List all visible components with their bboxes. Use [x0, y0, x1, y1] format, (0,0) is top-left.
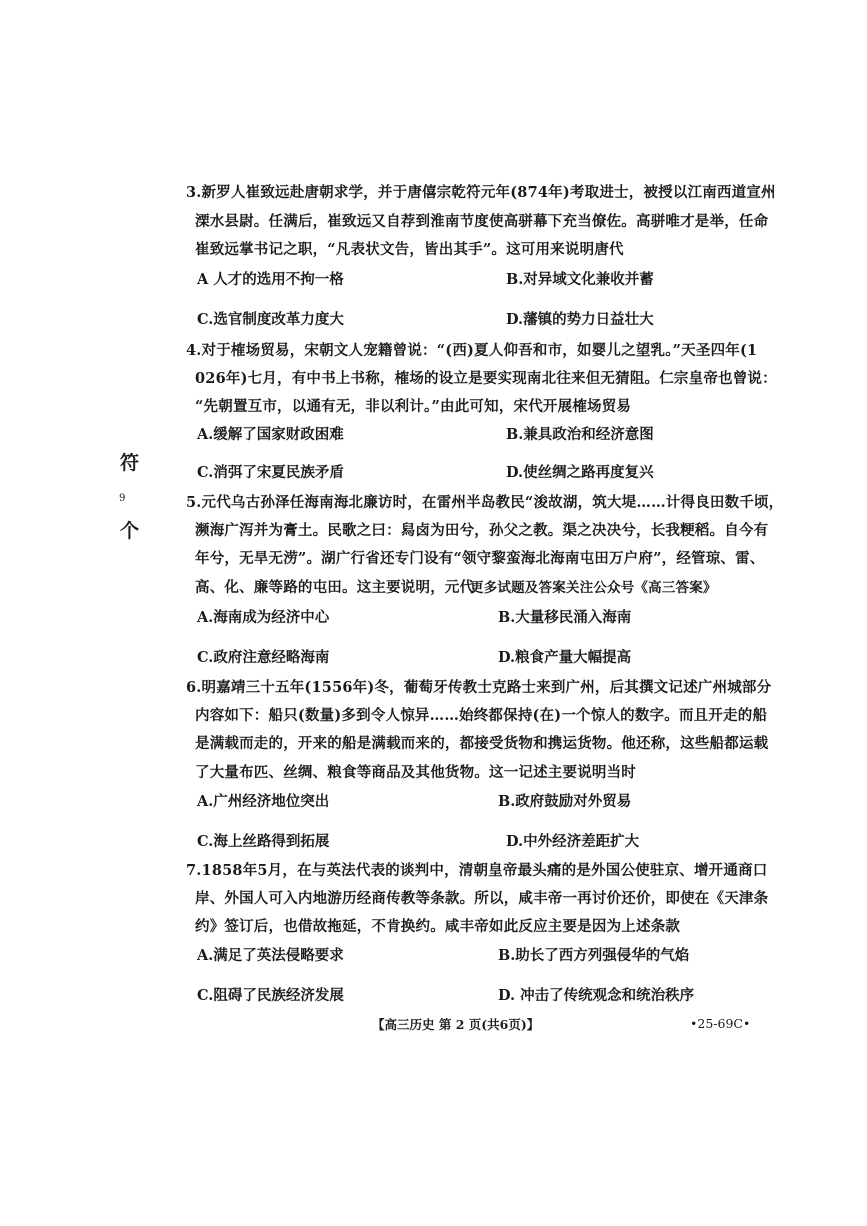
option-a[interactable]: A.广州经济地位突出 — [197, 793, 330, 810]
question-text-line: 岸、外国人可入内地游历经商传教等条款。所以，咸丰帝一再讨价还价，即使在《天津条 — [195, 890, 769, 907]
watermark-text: 更多试题及答案关注公众号《高三答案》 — [470, 580, 717, 596]
option-c[interactable]: C.政府注意经略海南 — [197, 649, 330, 666]
question-text-line: 4.对于榷场贸易，宋朝文人宠籍曾说：“(西)夏人仰吾和市，如婴儿之望乳。”天圣四年(1 — [186, 342, 758, 359]
option-a[interactable]: A 人才的选用不拘一格 — [197, 271, 344, 288]
option-b[interactable]: B.大量移民涌入海南 — [498, 609, 632, 626]
question-text-line: 崔致远掌书记之职，“凡表状文告，皆出其手”。这可用来说明唐代 — [195, 241, 624, 258]
question-text-line: 026年)七月，有中书上书称，榷场的设立是要实现南北往来但无猜阻。仁宗皇帝也曾说： — [195, 370, 777, 387]
margin-char-2: 个 — [120, 520, 140, 542]
option-a[interactable]: A.海南成为经济中心 — [197, 609, 330, 626]
question-text-line: 濒海广泻并为膏土。民歌之曰：舄卤为田兮，孙父之教。渠之决决兮，长我粳稻。自今有 — [195, 522, 769, 539]
question-text-line: 溧水县尉。任满后，崔致远又自荐到淮南节度使高骈幕下充当僚佐。高骈唯才是举，任命 — [195, 213, 769, 230]
question-text-line: 7.1858年5月，在与英法代表的谈判中，清朝皇帝最头痛的是外国公使驻京、增开通商口 — [186, 862, 768, 879]
question-text-line: 高、化、廉等路的屯田。这主要说明，元代 — [195, 579, 475, 596]
option-d[interactable]: D. 冲击了传统观念和统治秩序 — [498, 987, 695, 1004]
option-a[interactable]: A.缓解了国家财政困难 — [197, 426, 344, 443]
margin-char-1: 符 — [120, 452, 140, 474]
option-d[interactable]: D.粮食产量大幅提高 — [498, 649, 632, 666]
question-text-line: 6.明嘉靖三十五年(1556年)冬，葡萄牙传教士克路士来到广州，后其撰文记述广州城部分 — [186, 679, 772, 696]
page-footer-info: 【高三历史 第 2 页(共6页)】 — [372, 1017, 540, 1032]
option-b[interactable]: B.对异域文化兼收并蓄 — [506, 271, 654, 288]
question-text-line: 了大量布匹、丝绸、粮食等商品及其他货物。这一记述主要说明当时 — [195, 764, 636, 781]
option-d[interactable]: D.藩镇的势力日益壮大 — [506, 311, 654, 328]
question-text-line: “先朝置互市，以通有无，非以利计。”由此可知，宋代开展榷场贸易 — [195, 398, 632, 415]
question-text-line: 3.新罗人崔致远赴唐朝求学，并于唐僖宗乾符元年(874年)考取进士，被授以江南西道宣州 — [186, 184, 776, 201]
question-text-line: 内容如下：船只(数量)多到令人惊异……始终都保持(在)一个惊人的数字。而且开走的船 — [195, 707, 768, 724]
option-d[interactable]: D.使丝绸之路再度复兴 — [506, 464, 654, 481]
question-text-line: 是满载而走的，开来的船是满载而来的，都接受货物和携运货物。他还称，这些船都运载 — [195, 735, 769, 752]
option-b[interactable]: B.助长了西方列强侵华的气焰 — [498, 947, 690, 964]
option-b[interactable]: B.兼具政治和经济意图 — [506, 426, 654, 443]
question-text-line: 5.元代乌古孙泽任海南海北廉访时，在雷州半岛教民“浚故湖，筑大堤……计得良田数千顷， — [186, 494, 784, 511]
option-c[interactable]: C.阻碍了民族经济发展 — [197, 987, 344, 1004]
question-text-line: 约》签订后，也借故拖延，不肯换约。咸丰帝如此反应主要是因为上述条款 — [195, 918, 681, 935]
option-a[interactable]: A.满足了英法侵略要求 — [197, 947, 344, 964]
option-b[interactable]: B.政府鼓励对外贸易 — [498, 793, 632, 810]
page-footer-code: •25-69C• — [690, 1016, 751, 1031]
option-c[interactable]: C.选官制度改革力度大 — [197, 311, 344, 328]
option-c[interactable]: C.海上丝路得到拓展 — [197, 833, 330, 850]
question-text-line: 年兮，无旱无涝”。湖广行省还专门设有“领守黎蛮海北海南屯田万户府”，经管琼、雷、 — [195, 550, 765, 567]
option-d[interactable]: D.中外经济差距扩大 — [506, 833, 640, 850]
margin-number: 9 — [119, 493, 126, 504]
option-c[interactable]: C.消弭了宋夏民族矛盾 — [197, 464, 344, 481]
